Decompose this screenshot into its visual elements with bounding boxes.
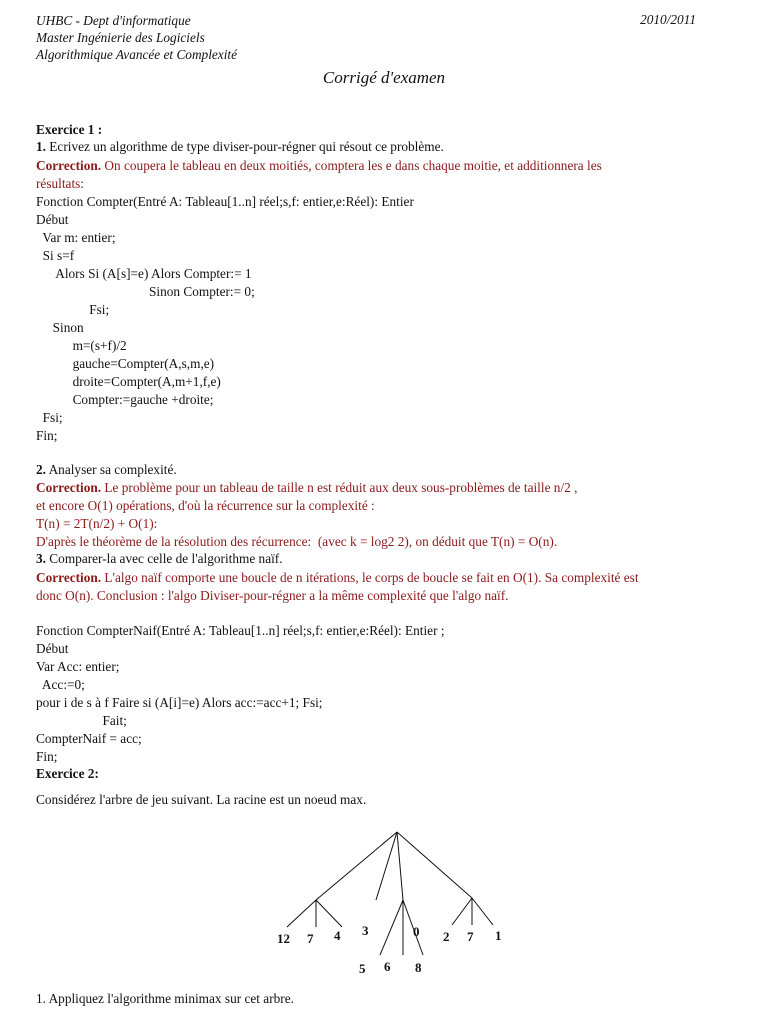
c3-text-a: L'algo naïf comporte une boucle de n itérations, le corps de boucle se fait en O(1). Sa complexité est <box>101 570 639 585</box>
c2-label: Correction. <box>36 480 102 495</box>
leaf-0: 0 <box>413 924 420 939</box>
leaf-8: 8 <box>415 960 422 975</box>
edge-right-l8 <box>472 898 493 925</box>
header-master: Master Ingénierie des Logiciels <box>36 30 205 45</box>
edge-root-mid <box>397 832 403 900</box>
leaf-7a: 7 <box>307 931 314 946</box>
code1-line: Sinon <box>36 320 84 335</box>
ex1-correction-3-cont: donc O(n). Conclusion : l'algo Diviser-pour-régner a la même complexité que l'algo naïf. <box>36 588 509 603</box>
tree-edges <box>287 832 493 955</box>
header-department: UHBC - Dept d'informatique <box>36 13 191 28</box>
code1-line: Fin; <box>36 428 58 443</box>
page-title: Corrigé d'examen <box>322 68 446 87</box>
code1-line: Fsi; <box>36 302 110 317</box>
q2-text: Analyser sa complexité. <box>45 462 177 477</box>
q3-text: Comparer-la avec celle de l'algorithme naïf. <box>45 551 283 566</box>
leaf-7b: 7 <box>467 929 474 944</box>
code1-line: Si s=f <box>36 248 75 263</box>
code1-line: droite=Compter(A,m+1,f,e) <box>36 374 221 389</box>
code1-line: Fonction Compter(Entré A: Tableau[1..n] réel;s,f: entier,e:Réel): Entier <box>36 194 414 209</box>
code2-line: Var Acc: entier; <box>36 659 120 674</box>
edge-root-midleft <box>376 832 397 900</box>
c3-label: Correction. <box>36 570 102 585</box>
code1-line: gauche=Compter(A,s,m,e) <box>36 356 215 371</box>
edge-left-l3 <box>316 900 342 927</box>
header-year: 2010/2011 <box>640 12 696 27</box>
leaf-5: 5 <box>359 961 366 976</box>
code1-line: Début <box>36 212 69 227</box>
ex2-intro: Considérez l'arbre de jeu suivant. La racine est un noeud max. <box>36 792 367 807</box>
code2-line: Fonction CompterNaif(Entré A: Tableau[1..n] réel;s,f: entier,e:Réel): Entier ; <box>36 623 445 638</box>
edge-right-l6 <box>452 898 472 925</box>
ex2-heading: Exercice 2: <box>36 766 99 781</box>
header-course: Algorithmique Avancée et Complexité <box>36 47 237 62</box>
ex2-question-1: 1. Appliquez l'algorithme minimax sur cet arbre. <box>36 991 294 1006</box>
code1-line: Sinon Compter:= 0; <box>36 284 255 299</box>
edge-root-left <box>316 832 397 900</box>
q3-number: 3. <box>36 551 46 566</box>
c1-text-a: On coupera le tableau en deux moitiés, comptera les e dans chaque moitie, et additionnera les <box>101 158 602 173</box>
leaf-3: 3 <box>362 923 369 938</box>
c2-line-1: Le problème pour un tableau de taille n est réduit aux deux sous-problèmes de taille n/2 , <box>101 480 578 495</box>
code1-line: Fsi; <box>36 410 63 425</box>
c2-line-4: D'après le théorème de la résolution des récurrence: (avec k = log2 2), on déduit que T(n) = O(n). <box>36 534 558 549</box>
edge-mid-l9 <box>380 900 403 955</box>
code2-line: CompterNaif = acc; <box>36 731 142 746</box>
leaf-12: 12 <box>277 931 290 946</box>
ex1-correction-1-cont: résultats: <box>36 176 85 191</box>
leaf-1: 1 <box>495 928 502 943</box>
leaf-4: 4 <box>334 928 341 943</box>
c2-line-3: T(n) = 2T(n/2) + O(1): <box>36 516 158 531</box>
code2-line: Fait; <box>36 713 127 728</box>
q2-number: 2. <box>36 462 46 477</box>
ex1-heading: Exercice 1 : <box>36 122 103 137</box>
code2-line: pour i de s à f Faire si (A[i]=e) Alors acc:=acc+1; Fsi; <box>36 695 323 710</box>
code1-line: Alors Si (A[s]=e) Alors Compter:= 1 <box>36 266 252 281</box>
code1-line: Compter:=gauche +droite; <box>36 392 214 407</box>
code2-line: Début <box>36 641 69 656</box>
c1-label: Correction. <box>36 158 102 173</box>
code1-line: Var m: entier; <box>36 230 116 245</box>
edge-root-right <box>397 832 472 898</box>
leaf-6: 6 <box>384 959 391 974</box>
q1-text: Ecrivez un algorithme de type diviser-pour-régner qui résout ce problème. <box>45 139 444 154</box>
code1-line: m=(s+f)/2 <box>36 338 127 353</box>
c2-line-2: et encore O(1) opérations, d'où la récurrence sur la complexité : <box>36 498 375 513</box>
leaf-2: 2 <box>443 929 450 944</box>
q1-number: 1. <box>36 139 46 154</box>
code2-line: Fin; <box>36 749 58 764</box>
code2-line: Acc:=0; <box>36 677 85 692</box>
edge-left-l1 <box>287 900 316 927</box>
